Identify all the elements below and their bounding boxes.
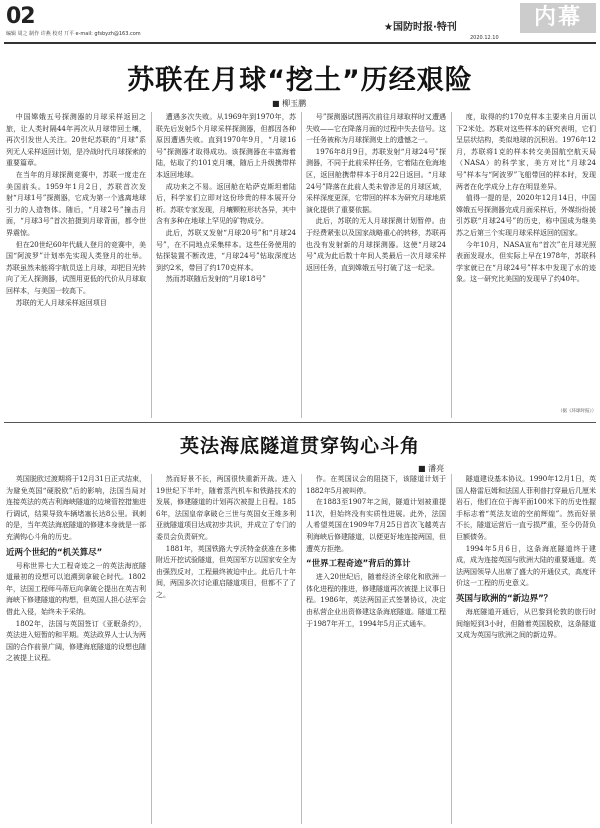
paragraph: 海底隧道开通后，从巴黎到伦敦的旅行时间缩短到3小时，但随着英国脱欧，这条隧道又成为英国与欧洲之间的新边界。 xyxy=(456,607,596,640)
paragraph: 在当年的月球探测竞赛中，苏联一度走在美国前头。1959年1月2日，苏联首次发射“月球1号”探测器，它成为第一个逃离地球引力的人造物体。随后，“月球2号”撞击月面，“月球3号”首次拍摄到月球背面，都令世界震惊。 xyxy=(6,170,146,237)
paragraph: 英国脱欧过渡期将于12月31日正式结束，为避免英国“硬脱欧”后的影响，法国当局对连接英法的英吉利海峡隧道的边境管控措施进行调试，结果导致车辆堵塞长达8公里。讽刺的是，当年英法海底隧道的修建本身就是一部充满钩心斗角的历史。 xyxy=(6,475,146,541)
column-divider xyxy=(451,474,452,824)
paragraph: 值得一提的是，2020年12月14日，中国嫦娥五号探测器完成月面采样后，外媒纷纷援引苏联“月球24号”的历史，称中国成为继美苏之后第三个实现月球采样返回的国家。 xyxy=(456,194,596,237)
column-divider xyxy=(301,474,302,824)
paragraph: 中国嫦娥五号探测器的月球采样返回之旅，让人类时隔44年再次从月球带回土壤，再次引发世人关注。20世纪苏联的“月球”系列无人采样返回计划，是冷战时代月球探索的重要篇章。 xyxy=(6,113,146,168)
article1-byline: ■ 柳玉鹏 xyxy=(272,99,307,108)
paragraph: 苏联的无人月球采样返回项目 xyxy=(15,298,107,307)
paragraph: 今年10月，NASA宣布“首次”在月球光照表面发现水，但实际上早在1978年，苏联科学家就已在“月球24号”样本中发现了水的迹象。这一研究比美国的发现早了约40年。 xyxy=(456,240,596,284)
paragraph: 号称世界七大工程奇迹之一的英法海底隧道最初的设想可以追溯到拿破仑时代。1802年，法国工程师马蒂厄向拿破仑提出在英吉利海峡下修建隧道的构想，但英国人担心法军会借此入侵，始终未予采纳。 xyxy=(6,561,146,616)
issue-date: 2020.12.10 xyxy=(470,35,499,41)
page-number: 02 xyxy=(6,4,35,29)
column-divider xyxy=(451,112,452,418)
column-divider xyxy=(151,474,152,824)
article2-byline: ■ 潘亮 xyxy=(418,464,445,473)
article1-source-note: （据《环球时报》） xyxy=(558,409,597,414)
paragraph: 此后，苏联又发射“月球20号”和“月球24号”，在不同地点采集样本。这些任务使用的钻探装置不断改进，“月球24号”钻取深度达到约2米，带回了约170克样本。 xyxy=(156,228,296,272)
article1-col-4 xyxy=(456,112,596,404)
column-divider xyxy=(301,112,302,418)
paragraph: 号”探测器试图再次前往月球取样时又遭遇失败——它在降落月面的过程中失去信号。这一任务被称为月球探测史上的遗憾之一。 xyxy=(306,113,446,145)
article2-col-1 xyxy=(6,474,146,824)
editors-line: 编辑 周之 制作 许燕 校对 丌平 e-mail: gfsbyzh@163.com xyxy=(6,31,141,37)
column-divider xyxy=(151,112,152,418)
paragraph: 1994年5月6日，这条海底隧道终于建成，成为连接英国与欧洲大陆的重要通道。英法两国领导人出席了盛大的开通仪式，高度评价这一工程的历史意义。 xyxy=(456,544,596,588)
paragraph: 遭遇多次失败。从1969年到1970年，苏联先后发射5个月球采样探测器，但都因各种原因遭遇失败。直到1970年9月，“月球16号”探测器才取得成功。该探测器在丰富海着陆，钻取了约101克月壤，随后上升级携带样本返回地球。 xyxy=(156,113,296,179)
paragraph: 然而苏联随后发射的“月球18号” xyxy=(165,275,266,284)
article1-col-1 xyxy=(6,112,146,418)
paragraph: 1976年8月9日，苏联发射“月球24号”探测器，不同于此前采样任务，它着陆在危海地区，返回舱携带样本于8月22日返回。“月球24号”降落在此前人类未曾涉足的月球区域，采样深度更深，它带回的样本为研究月球地质演化提供了重要依据。 xyxy=(306,147,446,214)
paragraph: 但在20世纪60年代载人登月的竞赛中，美国“阿波罗”计划率先实现人类登月的壮举。苏联虽然未能将宇航员送上月球，却把目光转向了无人探测器，试图用更低的代价从月球取回样本，与美国一较高下。 xyxy=(6,240,146,295)
paragraph: 隧道建设基本协议。1990年12月1日，英国人格雷厄姆和法国人菲利普打穿最后几厘米岩石，他们在位于海平面100米下的历史性握手标志着“英法友谊的空前辉煌”。然而好景不长，隧道运营后一直亏损严重，至今仍背负巨额债务。 xyxy=(456,475,596,541)
article-divider xyxy=(4,422,596,423)
paragraph: 作。在英国议会的阻挠下，该隧道计划于1882年5月被叫停。 xyxy=(306,475,446,495)
article1-col-3 xyxy=(306,112,446,418)
subheading: “世界工程奇迹”背后的算计 xyxy=(306,559,411,570)
article1-title: 苏联在月球“挖土”历经艰险 xyxy=(127,65,473,96)
paragraph: 度，取得的约170克样本主要来自月面以下2米处。苏联对这些样本的研究表明，它们呈层状结构，类似地球的沉积岩。1976年12月，苏联将1克的样本转交美国航空航天局（NASA）的科学家，美方对比“月球24号”样本与“阿波罗”飞船带回的样本时，发现两者在化学成分上存在明显差异。 xyxy=(456,113,596,191)
subheading: 英国与欧洲的“新边界”？ xyxy=(456,593,553,604)
page-header xyxy=(0,0,600,44)
header-rule xyxy=(4,42,596,44)
paragraph: 进入20世纪后，随着经济全球化和欧洲一体化进程的推进，修建隧道再次被提上议事日程。1986年，英法两国正式签署协议，决定由私营企业出资修建这条海底隧道。隧道工程于1987年开工，1994年5月正式通车。 xyxy=(306,573,446,628)
paragraph: 成功来之不易。返回舱在哈萨克斯坦着陆后，科学家们立即对这份珍贵的样本展开分析。苏联专家发现，月壤颗粒形状各异，其中含有多种在地球上罕见的矿物成分。 xyxy=(156,182,296,226)
article2-col-2 xyxy=(156,474,296,824)
paragraph: 1881年，英国铁路大亨沃特金获准在多佛附近开挖试验隧道，但英国军方以国家安全为由强烈反对，工程最终被迫中止。此后几十年间，两国多次讨论重启隧道项目，但都不了了之。 xyxy=(156,544,296,599)
article2-title: 英法海底隧道贯穿钩心斗角 xyxy=(179,435,420,457)
article2-col-4 xyxy=(456,474,596,824)
paragraph: 此后，苏联的无人月球探测计划暂停。由于经费紧张以及国家战略重心的转移，苏联再也没有发射新的月球探测器。这使“月球24号”成为此后数十年间人类最后一次月球采样返回任务，直到嫦娥五号打破了这一纪录。 xyxy=(306,217,446,272)
article2-col-3 xyxy=(306,474,446,824)
paragraph: 然而好景不长，两国很快重新开战。进入19世纪下半叶，随着蒸汽机车和铁路技术的发展，修建隧道的计划再次被提上日程。1856年，法国皇帝拿破仑三世与英国女王维多利亚就隧道项目达成初步共识，并成立了专门的委员会负责研究。 xyxy=(156,475,296,541)
subheading: 近两个世纪的“机关算尽” xyxy=(6,547,103,558)
newspaper-name: ★国防时报·特刊 xyxy=(384,22,457,33)
paragraph: 在1883至1907年之间，隧道计划被重提11次，但始终没有实质性进展。此外，法国人希望英国在1909年7月25日首次飞越英吉利海峡后修建隧道，以便更好地连接两国，但遭英方拒绝。 xyxy=(306,498,446,553)
paragraph: 1802年，法国与英国签订《亚眠条约》，英法进入短暂的和平期。英法政界人士认为两国的合作前景广阔，修建海底隧道的设想也随之被提上议程。 xyxy=(6,619,146,663)
article1-col-2 xyxy=(156,112,296,418)
section-label: 内幕 xyxy=(520,3,596,33)
